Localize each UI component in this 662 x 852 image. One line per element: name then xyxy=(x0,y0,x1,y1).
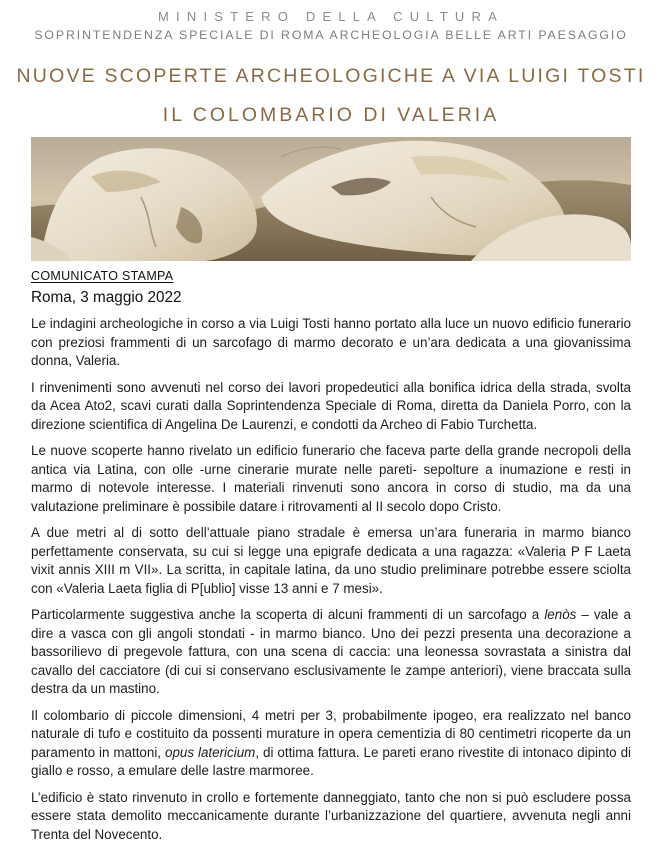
paragraph-5-italic-term: lenòs xyxy=(544,607,577,622)
paragraph-6-italic-term: opus latericium xyxy=(165,744,256,760)
document-subtitle: IL COLOMBARIO DI VALERIA xyxy=(162,104,500,126)
paragraph-5 xyxy=(31,606,631,699)
relief-illustration xyxy=(31,137,631,261)
paragraph-1: Le indagini archeologiche in corso a via Luigi Tosti hanno portato alla luce un nuovo edificio funerario con preziosi frammenti di un sarcofago di marmo decorato e un’ara dedicata a una giovanissima donna, Valeria. xyxy=(31,316,631,368)
dateline: Roma, 3 maggio 2022 xyxy=(31,289,182,306)
press-release-label: COMUNICATO STAMPA xyxy=(31,269,174,283)
paragraph-4: A due metri al di sotto dell’attuale piano stradale è emersa un’ara funeraria in marmo bianco perfettamente conservata, su cui si legge una epigrafe dedicata a una ragazza: «Valeria P F Laeta vixit annis XIII m VII». La scritta, in capitale latina, da uno studio preliminare potrebbe essere sciolta con «Valeria Laeta figlia di P[ublio] visse 13 anni e 7 mesi». xyxy=(31,525,631,596)
paragraph-6-text-start: Il colombario di piccole dimensioni, 4 metri per 3, probabilmente ipogeo, era realizzato nel banco naturale di tufo e costituito da possenti murature in opera cementizia di 80 centimetri ricoperte da un paramento in mattoni, xyxy=(31,707,631,760)
paragraph-2: I rinvenimenti sono avvenuti nel corso dei lavori propedeutici alla bonifica idrica della strada, svolta da Acea Ato2, scavi curati dalla Soprintendenza Speciale di Roma, diretta da Daniela Porro, con la direzione scientifica di Angelina De Laurenzi, e condotti da Archeo di Fabio Turchetta. xyxy=(31,379,631,432)
paragraph-6-text-end: , di ottima fattura. Le pareti erano rivestite di intonaco dipinto di giallo e rosso, a emulare delle lastre marmoree. xyxy=(31,744,632,778)
article-body xyxy=(31,315,631,852)
ministry-header: MINISTERO DELLA CULTURA xyxy=(158,9,504,24)
paragraph-5-text-end: – vale a dire a vasca con gli angoli stondati - in marmo bianco. Uno dei pezzi presenta una decorazione a bassorilievo di pregevole fattura, con una scena di caccia: una leonessa sovrastata a sinistra dal cavallo del cacciatore (di cui si conservano esclusivamente le zampe anteriori), viene braccata sulla destra da un mastino. xyxy=(31,607,631,696)
sarcophagus-relief-photo xyxy=(31,137,631,261)
office-header: SOPRINTENDENZA SPECIALE DI ROMA ARCHEOLOGIA BELLE ARTI PAESAGGIO xyxy=(34,28,628,42)
document-title: NUOVE SCOPERTE ARCHEOLOGICHE A VIA LUIGI TOSTI xyxy=(16,65,646,87)
paragraph-3: Le nuove scoperte hanno rivelato un edificio funerario che faceva parte della grande necropoli della antica via Latina, con olle -urne cinerarie murate nelle pareti- sepolture a inumazione e resti in marmo di notevole interesse. I materiali rinvenuti sono ancora in corso di studio, ma da una valutazione preliminare è possibile datare i ritrovamenti al II secolo dopo Cristo. xyxy=(31,443,631,514)
paragraph-6 xyxy=(31,707,631,781)
paragraph-7: L’edificio è stato rinvenuto in crollo e fortemente danneggiato, tanto che non si può escludere possa essere stata demolito meccanicamente durante l’urbanizzazione del quartiere, avvenuta negli anni Trenta del Novecento. xyxy=(31,789,631,842)
paragraph-5-text-start: Particolarmente suggestiva anche la scoperta di alcuni frammenti di un sarcofago a xyxy=(31,607,545,622)
